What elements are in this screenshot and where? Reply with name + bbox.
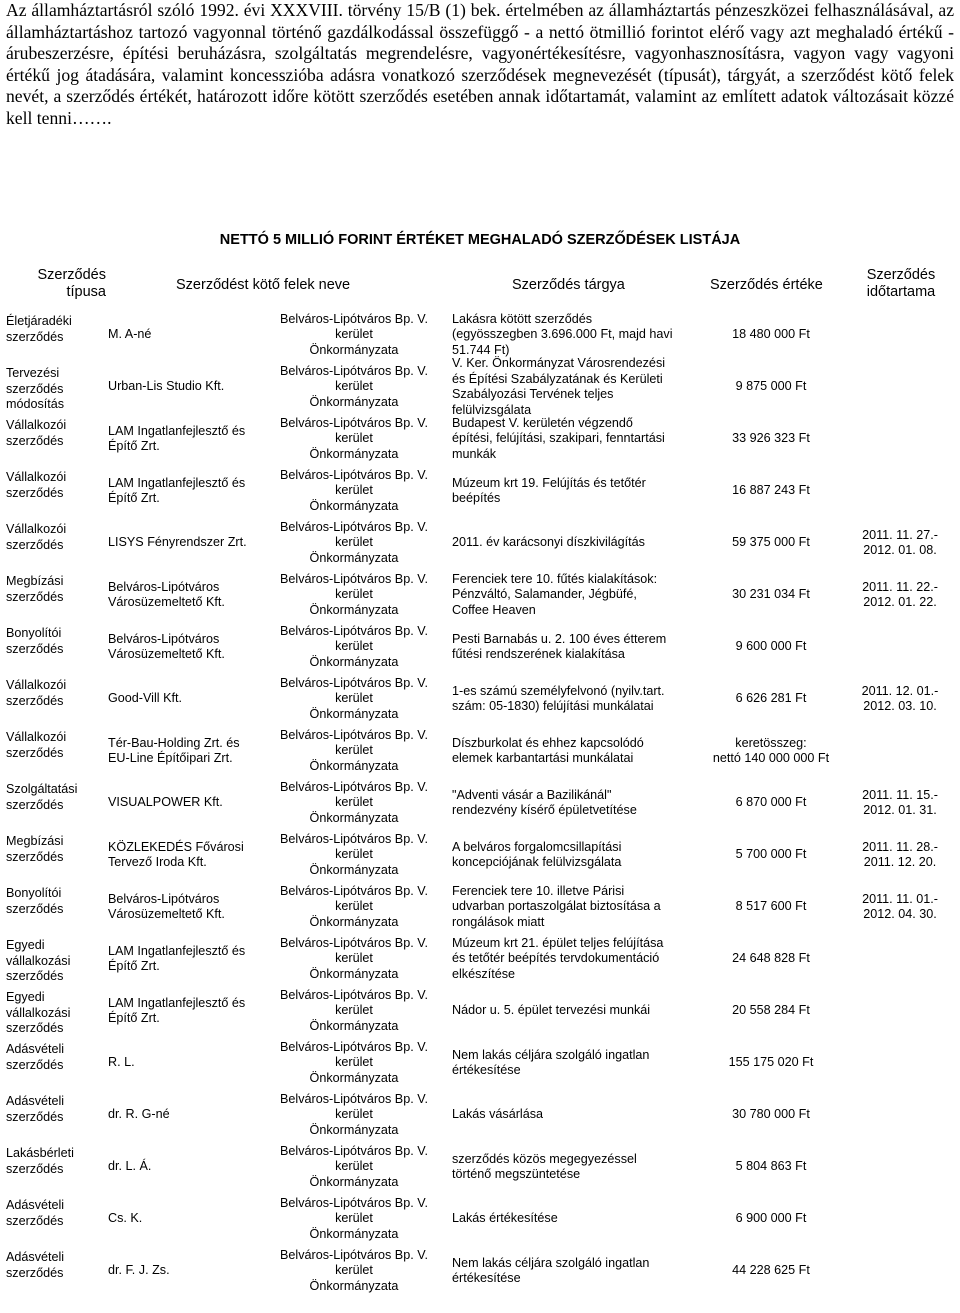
header-value: Szerződés értéke	[710, 277, 823, 293]
contract-type-text: Egyedi vállalkozási szerződés	[6, 990, 71, 1035]
contract-subject	[452, 777, 708, 829]
contract-subject	[452, 413, 708, 465]
contract-type-text: Adásvételi szerződés	[6, 1198, 65, 1228]
contract-value	[704, 517, 838, 569]
contracting-party	[108, 881, 266, 933]
contract-value	[704, 361, 838, 413]
municipality-party	[264, 1245, 444, 1297]
contract-subject	[452, 621, 708, 673]
contracting-party	[108, 1089, 266, 1141]
contract-type	[6, 1245, 106, 1297]
municipality-party	[264, 361, 444, 413]
contract-value-text: keretösszeg: nettó 140 000 000 Ft	[712, 735, 830, 765]
municipality-party-text: Belváros-Lipótváros Bp. V. kerület Önkormányzata	[280, 935, 428, 981]
contract-type	[6, 1141, 106, 1193]
contract-subject-text: szerződés közös megegyezéssel történő megszüntetése	[452, 1151, 637, 1181]
contract-value-text: 18 480 000 Ft	[732, 327, 810, 342]
contracting-party	[108, 933, 266, 985]
table-row	[0, 673, 960, 725]
contract-duration	[844, 1037, 956, 1089]
contract-subject-text: Múzeum krt 21. épület teljes felújítása és tetőtér beépítés tervdokumentáció elkészítése	[452, 935, 664, 981]
municipality-party	[264, 1037, 444, 1089]
contract-type-text: Adásvételi szerződés	[6, 1042, 65, 1072]
contracting-party-text: M. A-né	[108, 327, 152, 342]
contracting-party	[108, 517, 266, 569]
contract-type-text: Megbízási szerződés	[6, 834, 64, 864]
contract-duration	[844, 621, 956, 673]
contract-subject	[452, 1037, 708, 1089]
table-row	[0, 621, 960, 673]
contract-subject	[452, 517, 708, 569]
contract-type-text: Szolgáltatási szerződés	[6, 782, 78, 812]
municipality-party-text: Belváros-Lipótváros Bp. V. kerület Önkormányzata	[280, 831, 428, 877]
contract-duration	[844, 777, 956, 829]
table-row	[0, 356, 960, 417]
contract-duration	[844, 1193, 956, 1245]
contract-value	[704, 413, 838, 465]
contract-type-text: Vállalkozói szerződés	[6, 522, 67, 552]
contract-duration	[844, 673, 956, 725]
contracting-party-text: LISYS Fényrendszer Zrt.	[108, 535, 247, 550]
contract-subject-text: Lakás vásárlása	[452, 1107, 544, 1122]
contract-type-text: Lakásbérleti szerződés	[6, 1146, 74, 1176]
contract-duration-text: 2011. 11. 15.- 2012. 01. 31.	[862, 787, 938, 817]
contract-duration-text: 2011. 11. 28.- 2011. 12. 20.	[862, 839, 938, 869]
contract-duration-text: 2011. 11. 22.- 2012. 01. 22.	[862, 579, 938, 609]
contract-value	[704, 309, 838, 361]
contract-type-text: Vállalkozói szerződés	[6, 730, 67, 760]
contract-subject-text: V. Ker. Önkormányzat Városrendezési és Építési Szabályzatának és Kerületi Szabályozási Tervének teljes felülvizsgálata	[452, 356, 666, 417]
contract-value-text: 44 228 625 Ft	[732, 1263, 810, 1278]
municipality-party	[264, 985, 444, 1037]
contract-type	[6, 829, 106, 881]
contract-duration	[844, 1245, 956, 1297]
contracting-party-text: Urban-Lis Studio Kft.	[108, 379, 225, 394]
contract-type	[6, 725, 106, 777]
contracting-party-text: Cs. K.	[108, 1211, 143, 1226]
contract-value-text: 33 926 323 Ft	[732, 431, 810, 446]
contracting-party-text: LAM Ingatlanfejlesztő és Építő Zrt.	[108, 943, 246, 973]
contract-subject	[452, 356, 708, 417]
contract-type	[6, 985, 106, 1037]
contracting-party	[108, 673, 266, 725]
contract-duration	[844, 413, 956, 465]
contracting-party-text: Belváros-Lipótváros Városüzemeltető Kft.	[108, 631, 225, 661]
contracting-party	[108, 1193, 266, 1245]
municipality-party	[264, 881, 444, 933]
contract-type	[6, 621, 106, 673]
contract-subject-text: Budapest V. kerületén végzendő építési, felújítási, szakipari, fenntartási munkák	[452, 415, 665, 461]
table-row	[0, 1141, 960, 1193]
contracts-table	[0, 263, 960, 1297]
contract-type	[6, 517, 106, 569]
municipality-party	[264, 413, 444, 465]
contracting-party	[108, 1037, 266, 1089]
contract-duration	[844, 933, 956, 985]
contract-type	[6, 361, 106, 413]
contract-value	[704, 829, 838, 881]
contract-value-text: 9 600 000 Ft	[735, 639, 807, 654]
contracting-party-text: LAM Ingatlanfejlesztő és Építő Zrt.	[108, 475, 246, 505]
contract-subject-text: Nem lakás céljára szolgáló ingatlan értékesítése	[452, 1255, 650, 1285]
table-row	[0, 517, 960, 569]
contracting-party	[108, 1245, 266, 1297]
contracting-party-text: KÖZLEKEDÉS Fővárosi Tervező Iroda Kft.	[108, 839, 244, 869]
contract-type-text: Adásvételi szerződés	[6, 1094, 65, 1124]
contract-value	[704, 725, 838, 777]
contract-subject-text: Ferenciek tere 10. illetve Párisi udvarban portaszolgálat biztosítása a rongálások miatt	[452, 883, 661, 929]
contract-type	[6, 673, 106, 725]
municipality-party	[264, 933, 444, 985]
contract-subject	[452, 569, 708, 621]
contract-value-text: 155 175 020 Ft	[728, 1055, 814, 1070]
contract-subject	[452, 1193, 708, 1245]
contract-duration	[844, 1141, 956, 1193]
contract-value-text: 8 517 600 Ft	[735, 899, 807, 914]
contract-value-text: 59 375 000 Ft	[732, 535, 810, 550]
contracting-party-text: Belváros-Lipótváros Városüzemeltető Kft.	[108, 891, 225, 921]
contract-subject	[452, 1141, 708, 1193]
contract-type	[6, 1193, 106, 1245]
table-row	[0, 309, 960, 361]
table-row	[0, 1037, 960, 1089]
intro-paragraph	[6, 0, 954, 130]
contract-duration	[844, 309, 956, 361]
contract-duration	[844, 361, 956, 413]
municipality-party	[264, 829, 444, 881]
contracting-party-text: R. L.	[108, 1055, 135, 1070]
contract-subject	[452, 985, 708, 1037]
municipality-party-text: Belváros-Lipótváros Bp. V. kerület Önkormányzata	[280, 883, 428, 929]
contract-value-text: 5 804 863 Ft	[735, 1159, 807, 1174]
contract-value-text: 24 648 828 Ft	[732, 951, 810, 966]
table-row	[0, 985, 960, 1037]
contract-value-text: 30 780 000 Ft	[732, 1107, 810, 1122]
contract-type	[6, 881, 106, 933]
municipality-party	[264, 465, 444, 517]
municipality-party	[264, 777, 444, 829]
contract-type-text: Megbízási szerződés	[6, 574, 64, 604]
contract-type	[6, 777, 106, 829]
contract-value	[704, 1141, 838, 1193]
intro-text: Az államháztartásról szóló 1992. évi XXXVIII. törvény 15/B (1) bek. értelmében az államháztartás pénzeszközei felhasználásával, az államháztartáshoz tartozó vagyonnal történő gazdálkodással összefüggő - a nettó ötmillió forintot elérő vagy azt meghaladó értékű - árubeszerzésre, építési beruházásra, szolgáltatás megrendelésre, vagyonértékesítésre, vagyonhasznosításra, vagyon vagy vagyoni értékű jog átadására, valamint koncesszióba adásra vonatkozó szerződések megnevezését (típusát), tárgyát, a szerződést kötő felek nevét, a szerződés értékét, határozott időre kötött szerződés esetében annak időtartamát, valamint az említett adatok változásait közzé kell tenni…….	[6, 0, 954, 128]
contract-type	[6, 309, 106, 361]
municipality-party	[264, 569, 444, 621]
contract-subject	[452, 933, 708, 985]
contract-subject-text: 1-es számú személyfelvonó (nyilv.tart. szám: 05-1830) felújítási munkálatai	[452, 683, 665, 713]
contract-subject-text: Múzeum krt 19. Felújítás és tetőtér beépítés	[452, 475, 646, 505]
contract-duration	[844, 517, 956, 569]
municipality-party-text: Belváros-Lipótváros Bp. V. kerület Önkormányzata	[280, 623, 428, 669]
contract-value	[704, 1193, 838, 1245]
contract-value	[704, 777, 838, 829]
table-row	[0, 725, 960, 777]
table-row	[0, 465, 960, 517]
contract-subject-text: Nem lakás céljára szolgáló ingatlan értékesítése	[452, 1047, 650, 1077]
contract-type	[6, 1037, 106, 1089]
contract-type-text: Vállalkozói szerződés	[6, 678, 67, 708]
contract-type-text: Vállalkozói szerződés	[6, 418, 67, 448]
municipality-party-text: Belváros-Lipótváros Bp. V. kerület Önkormányzata	[280, 415, 428, 461]
contracting-party	[108, 413, 266, 465]
contract-duration	[844, 985, 956, 1037]
table-body	[0, 309, 960, 1297]
contract-value	[704, 933, 838, 985]
table-row	[0, 1245, 960, 1297]
contract-value-text: 6 870 000 Ft	[735, 795, 807, 810]
municipality-party	[264, 1193, 444, 1245]
contract-value-text: 30 231 034 Ft	[732, 587, 810, 602]
contracting-party-text: Belváros-Lipótváros Városüzemeltető Kft.	[108, 579, 225, 609]
contract-subject-text: Díszburkolat és ehhez kapcsolódó elemek karbantartási munkálatai	[452, 735, 644, 765]
contract-subject	[452, 309, 708, 361]
contract-duration-text: 2011. 11. 01.- 2012. 04. 30.	[862, 891, 938, 921]
contract-subject-text: Lakásra kötött szerződés (egyösszegben 3.696.000 Ft, majd havi 51.744 Ft)	[452, 311, 673, 357]
contract-duration-text: 2011. 11. 27.- 2012. 01. 08.	[862, 527, 938, 557]
table-row	[0, 777, 960, 829]
contract-subject-text: Lakás értékesítése	[452, 1211, 558, 1226]
contract-subject-text: Ferenciek tere 10. fűtés kialakítások: Pénzváltó, Salamander, Jégbüfé, Coffee Heaven	[452, 571, 658, 617]
contract-duration	[844, 881, 956, 933]
contract-subject	[452, 1245, 708, 1297]
contracting-party-text: dr. R. G-né	[108, 1107, 170, 1122]
table-row	[0, 1089, 960, 1141]
contract-type	[6, 1089, 106, 1141]
contracting-party-text: VISUALPOWER Kft.	[108, 795, 223, 810]
contract-type-text: Bonyolítói szerződés	[6, 626, 64, 656]
municipality-party-text: Belváros-Lipótváros Bp. V. kerület Önkormányzata	[280, 675, 428, 721]
municipality-party-text: Belváros-Lipótváros Bp. V. kerület Önkormányzata	[280, 1091, 428, 1137]
municipality-party-text: Belváros-Lipótváros Bp. V. kerület Önkormányzata	[280, 1195, 428, 1241]
municipality-party	[264, 1089, 444, 1141]
contract-type-text: Tervezési szerződés módosítás	[6, 366, 65, 411]
contract-value	[704, 673, 838, 725]
contract-value	[704, 1245, 838, 1297]
header-parties: Szerződést kötő felek neve	[176, 277, 351, 293]
contract-value-text: 16 887 243 Ft	[732, 483, 810, 498]
contracting-party	[108, 569, 266, 621]
contracting-party-text: Tér-Bau-Holding Zrt. és EU-Line Építőipari Zrt.	[108, 735, 240, 765]
contract-type-text: Adásvételi szerződés	[6, 1250, 65, 1280]
table-row	[0, 413, 960, 465]
contracting-party-text: LAM Ingatlanfejlesztő és Építő Zrt.	[108, 995, 246, 1025]
municipality-party-text: Belváros-Lipótváros Bp. V. kerület Önkormányzata	[280, 467, 428, 513]
table-title: NETTÓ 5 MILLIÓ FORINT ÉRTÉKET MEGHALADÓ SZERZŐDÉSEK LISTÁJA	[219, 232, 741, 248]
contract-type	[6, 465, 106, 517]
contract-type-text: Életjáradéki szerződés	[6, 314, 72, 344]
contracting-party-text: LAM Ingatlanfejlesztő és Építő Zrt.	[108, 423, 246, 453]
contract-value-text: 5 700 000 Ft	[735, 847, 807, 862]
municipality-party	[264, 309, 444, 361]
table-row	[0, 881, 960, 933]
contract-value	[704, 1037, 838, 1089]
header-subject: Szerződés tárgya	[512, 277, 625, 293]
contract-value-text: 9 875 000 Ft	[735, 379, 807, 394]
contract-value	[704, 621, 838, 673]
contract-subject-text: "Adventi vásár a Bazilikánál" rendezvény kísérő épületvetítése	[452, 787, 637, 817]
municipality-party-text: Belváros-Lipótváros Bp. V. kerület Önkormányzata	[280, 571, 428, 617]
table-row	[0, 1193, 960, 1245]
contracting-party	[108, 777, 266, 829]
contract-type	[6, 933, 106, 985]
contracting-party	[108, 465, 266, 517]
contract-subject	[452, 465, 708, 517]
contract-value-text: 20 558 284 Ft	[732, 1003, 810, 1018]
contract-duration	[844, 465, 956, 517]
contract-duration	[844, 829, 956, 881]
header-type: Szerződés típusa	[37, 267, 106, 300]
municipality-party-text: Belváros-Lipótváros Bp. V. kerület Önkormányzata	[280, 727, 428, 773]
contract-subject	[452, 881, 708, 933]
municipality-party	[264, 621, 444, 673]
contract-type	[6, 413, 106, 465]
contract-duration	[844, 725, 956, 777]
municipality-party	[264, 517, 444, 569]
contract-subject	[452, 673, 708, 725]
contract-subject-text: 2011. év karácsonyi díszkivilágítás	[452, 535, 645, 550]
table-row	[0, 569, 960, 621]
contract-value	[704, 569, 838, 621]
contract-subject	[452, 1089, 708, 1141]
contracting-party	[108, 309, 266, 361]
municipality-party-text: Belváros-Lipótváros Bp. V. kerület Önkormányzata	[280, 519, 428, 565]
contract-value	[704, 1089, 838, 1141]
contracting-party-text: dr. F. J. Zs.	[108, 1263, 170, 1278]
contracting-party	[108, 985, 266, 1037]
municipality-party-text: Belváros-Lipótváros Bp. V. kerület Önkormányzata	[280, 311, 428, 357]
contract-value	[704, 985, 838, 1037]
municipality-party-text: Belváros-Lipótváros Bp. V. kerület Önkormányzata	[280, 1143, 428, 1189]
contracting-party-text: dr. L. Á.	[108, 1159, 152, 1174]
contracting-party	[108, 361, 266, 413]
contract-type	[6, 569, 106, 621]
municipality-party-text: Belváros-Lipótváros Bp. V. kerület Önkormányzata	[280, 1247, 428, 1293]
contract-duration	[844, 1089, 956, 1141]
contracting-party	[108, 725, 266, 777]
municipality-party-text: Belváros-Lipótváros Bp. V. kerület Önkormányzata	[280, 363, 428, 409]
municipality-party-text: Belváros-Lipótváros Bp. V. kerület Önkormányzata	[280, 779, 428, 825]
contract-type-text: Egyedi vállalkozási szerződés	[6, 938, 71, 983]
contract-subject-text: Pesti Barnabás u. 2. 100 éves étterem fűtési rendszerének kialakítása	[452, 631, 667, 661]
contract-value-text: 6 900 000 Ft	[735, 1211, 807, 1226]
table-header	[0, 263, 960, 309]
contracting-party	[108, 621, 266, 673]
municipality-party-text: Belváros-Lipótváros Bp. V. kerület Önkormányzata	[280, 1039, 428, 1085]
contract-subject	[452, 725, 708, 777]
contract-duration-text: 2011. 12. 01.- 2012. 03. 10.	[861, 683, 939, 713]
contract-duration	[844, 569, 956, 621]
header-duration: Szerződés időtartama	[866, 267, 936, 300]
contract-value	[704, 881, 838, 933]
contract-subject	[452, 829, 708, 881]
municipality-party	[264, 725, 444, 777]
contracting-party	[108, 1141, 266, 1193]
contracting-party	[108, 829, 266, 881]
contract-subject-text: Nádor u. 5. épület tervezési munkái	[452, 1003, 651, 1018]
contract-subject-text: A belváros forgalomcsillapítási koncepciójának felülvizsgálata	[452, 839, 622, 869]
contract-type-text: Bonyolítói szerződés	[6, 886, 64, 916]
contract-value-text: 6 626 281 Ft	[735, 691, 807, 706]
contract-type-text: Vállalkozói szerződés	[6, 470, 67, 500]
municipality-party-text: Belváros-Lipótváros Bp. V. kerület Önkormányzata	[280, 987, 428, 1033]
table-row	[0, 829, 960, 881]
contract-value	[704, 465, 838, 517]
table-row	[0, 933, 960, 985]
municipality-party	[264, 1141, 444, 1193]
municipality-party	[264, 673, 444, 725]
contracting-party-text: Good-Vill Kft.	[108, 691, 182, 706]
